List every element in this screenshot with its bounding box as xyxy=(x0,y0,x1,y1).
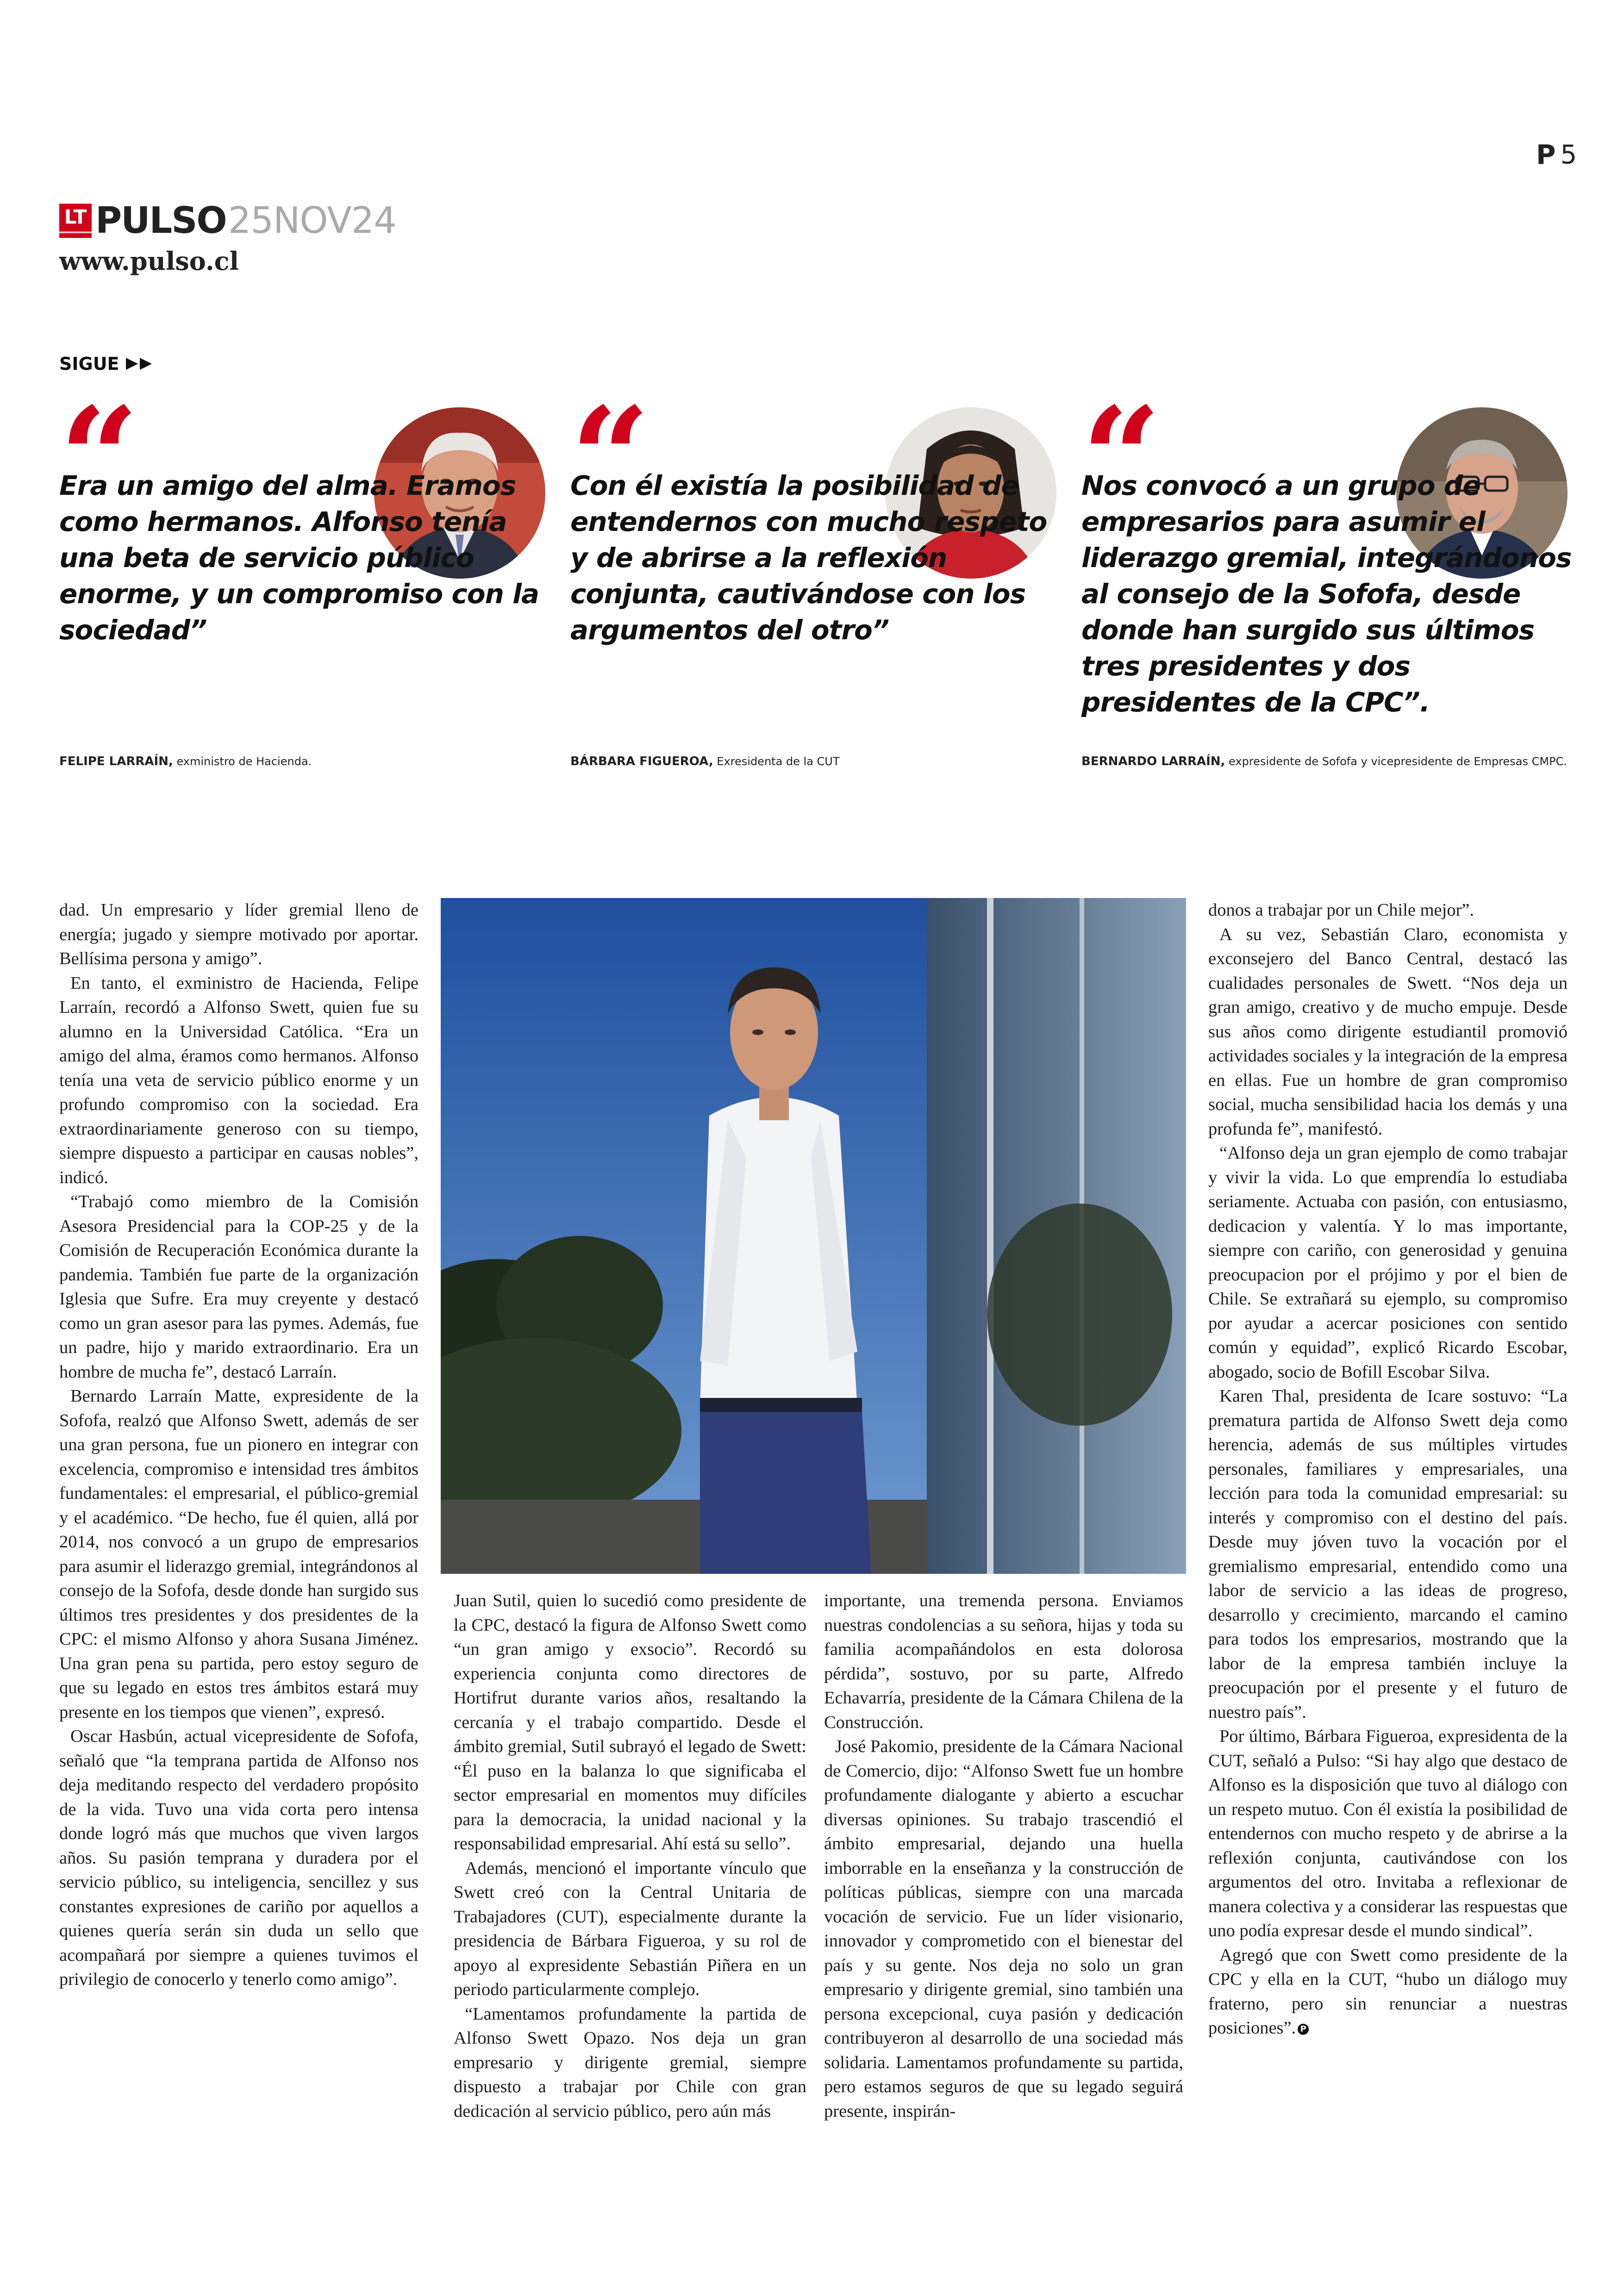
quote-text: Nos convocó a un grupo de empresarios para asumir el liderazgo gremial, integrándonos al consejo de la Sofofa, desde donde han surgido sus últimos tres presidentes y dos presidentes de la CPC”. xyxy=(1081,470,1572,718)
paragraph: Juan Sutil, quien lo sucedió como presidente de la CPC, destacó la figura de Alfonso Swett como “un gran amigo y exsocio”. Recordó su experiencia conjunta como directores de Hortifrut durante varios años, resaltando la cercanía y el trabajo compartido. Desde el ámbito gremial, Sutil subrayó el legado de Swett: “Él puso en la balanza lo que significaba el sector empresarial en momentos muy difíciles para la democracia, la unidad nacional y la responsabilidad empresarial. Ahí está su sello”. xyxy=(454,1591,806,1853)
paragraph: Bernardo Larraín Matte, expresidente de la Sofofa, realzó que Alfonso Swett, además de ser una gran persona, fue un pionero en integrar con excelencia, compromiso e intensidad tres ámbitos fundamentales: el empresarial, el público-gremial y el académico. “De hecho, fue él quien, allá por 2014, nos convocó a un grupo de empresarios para asumir el liderazgo gremial, integrándonos al consejo de la Sofofa, desde donde han surgido sus últimos tres presidentes y dos presidentes de la CPC: el mismo Alfonso y ahora Susana Jiménez. Una gran pena su partida, pero estoy seguro de que su legado en estos tres ámbitos estará muy presente en los tiempos que vienen”, expresó. xyxy=(59,1386,418,1722)
quote-role: expresidente de Sofofa y vicepresidente de Empresas CMPC. xyxy=(1229,755,1567,768)
quote-mark-icon: “ xyxy=(1081,376,1162,540)
quote-mark-icon: “ xyxy=(570,376,650,540)
article-column-4 xyxy=(1208,898,1568,2040)
pull-quote-2 xyxy=(570,376,1070,787)
paragraph: Por último, Bárbara Figueroa, expresidenta de la CUT, señaló a Pulso: “Si hay algo que destaco de Alfonso es la disposición que tuvo al diálogo con un respeto mutuo. Con él existía la posibilidad de entendernos con mucho respeto y de abrirse a la reflexión conjunta, cautivándose con los argumentos del otro. Invitaba a reflexionar de manera colectiva y a considerar las respuestas que uno podía expresar desde el mundo sindical”. xyxy=(1208,1727,1568,1940)
pull-quote-1 xyxy=(59,376,559,787)
double-play-arrow-icon xyxy=(125,356,155,371)
paragraph: “Lamentamos profundamente la partida de Alfonso Swett Opazo. Nos deja un gran empresario y dirigente gremial, siempre dispuesto a trabajar por Chile con gran dedicación al servicio público, pero aún más xyxy=(454,2004,806,2121)
quote-author: BÁRBARA FIGUEROA, xyxy=(570,755,713,768)
quote-text: Con él existía la posibilidad de entendernos con mucho respeto y de abrirse a la reflexión conjunta, cautivándose con los argumentos del otro” xyxy=(570,470,1047,646)
masthead xyxy=(59,200,396,242)
pull-quote-3 xyxy=(1081,376,1581,787)
quote-author: BERNARDO LARRAÍN, xyxy=(1081,755,1225,768)
quote-mark-icon: “ xyxy=(59,376,139,540)
paragraph: dad. Un empresario y líder gremial lleno de energía; jugado y siempre motivado por aportar. Bellísima persona y amigo”. xyxy=(59,900,418,968)
paragraph: José Pakomio, presidente de la Cámara Nacional de Comercio, dijo: “Alfonso Swett fue un hombre profundamente dialogante y abierto a escuchar diversas opiniones. Su trabajo trascendió el ámbito empresarial, dejando una huella imborrable en la enseñanza y la construcción de políticas públicas, siempre con una marcada vocación de servicio. Fue un líder visionario, innovador y comprometido con el bienestar del país y su gente. Nos deja no solo un gran empresario y dirigente gremial, sino también una persona excepcional, cuya pasión y dedicación contribuyeron al desarrollo de una sociedad más solidaria. Lamentamos profundamente su partida, pero estamos seguros de que su legado seguirá presente, inspirán- xyxy=(824,1737,1183,2121)
paragraph-final xyxy=(1208,1943,1568,2040)
paragraph: importante, una tremenda persona. Enviamos nuestras condolencias a su señora, hijas y toda su familia acompañándolos en esta dolorosa pérdida”, sostuvo, por su parte, Alfredo Echavarría, presidente de la Cámara Chilena de la Construcción. xyxy=(824,1591,1183,1732)
article-column-3 xyxy=(824,1589,1183,2123)
quote-role: Exresidenta de la CUT xyxy=(717,755,840,768)
quote-attribution xyxy=(570,755,1098,768)
end-mark-icon: P xyxy=(1298,2024,1309,2035)
quote-role: exministro de Hacienda. xyxy=(176,755,312,768)
website-url: www.pulso.cl xyxy=(59,246,239,276)
article-column-1 xyxy=(59,898,418,1992)
main-photo xyxy=(441,898,1186,1574)
page-number-value: 5 xyxy=(1560,139,1577,170)
quote-attribution xyxy=(59,755,587,768)
paragraph: En tanto, el exministro de Hacienda, Felipe Larraín, recordó a Alfonso Swett, quien fue su alumno en la Universidad Católica. “Era un amigo del alma, éramos como hermanos. Alfonso tenía una veta de servicio público enorme y un profundo compromiso con la sociedad. Era extraordinariamente generoso con su tiempo, siempre dispuesto a participar en causas nobles”, indicó. xyxy=(59,973,418,1187)
paragraph: “Trabajó como miembro de la Comisión Asesora Presidencial para la COP-25 y de la Comisión de Recuperación Económica durante la pandemia. También fue parte de la organización Iglesia que Sufre. Era muy creyente y destacó como un gran asesor para las pymes. Además, fue un padre, hijo y marido extraordinario. Era un hombre de mucha fe”, destacó Larraín. xyxy=(59,1192,418,1382)
paragraph: Karen Thal, presidenta de Icare sostuvo: “La prematura partida de Alfonso Swett deja como herencia, además de sus múltiples virtudes personales, familiares y empresariales, una lección para toda la comunidad empresarial: su interés y compromiso con el destino del país. Desde muy jóven tuvo la vocación por el gremialismo empresarial, entendido como una labor de servicio a las ideas de progreso, desarrollo y crecimiento, marcando el camino para todos los empresarios, mostrando que la labor de la empresa también incluye la preocupación por el presente y el futuro de nuestro país”. xyxy=(1208,1386,1568,1722)
kicker-label: SIGUE xyxy=(59,354,119,374)
paragraph: A su vez, Sebastián Claro, economista y exconsejero del Banco Central, destacó las cualidades personales de Swett. “Nos deja un gran amigo, creativo y de mucho empuje. Desde sus años como dirigente estudiantil promovió actividades sociales y la integración de la empresa en ellas. Fue un hombre de gran compromiso social, mucha sensibilidad hacia los demás y una profunda fe”, manifestó. xyxy=(1208,924,1568,1139)
paragraph: donos a trabajar por un Chile mejor”. xyxy=(1208,900,1474,920)
page-number xyxy=(1536,139,1577,170)
quote-author: FELIPE LARRAÍN, xyxy=(59,755,173,768)
section-kicker xyxy=(59,354,155,374)
article-column-2 xyxy=(454,1589,806,2123)
paragraph: Oscar Hasbún, actual vicepresidente de Sofofa, señaló que “la temprana partida de Alfonso nos deja meditando respecto del verdadero propósito de la vida. Tuvo una vida corta pero intensa donde logró más que muchos que viven largos años. Su pasión temprana y duradera por el servicio público, su inteligencia, sencillez y sus constantes expresiones de cariño por aquellos a quienes quería serán sin duda un sello que acompañará por siempre a quienes tuvimos el privilegio de conocerlo y tenerlo como amigo”. xyxy=(59,1727,418,1989)
quote-attribution xyxy=(1081,755,1609,768)
quote-text: Era un amigo del alma. Eramos como hermanos. Alfonso tenía una beta de servicio público enorme, y un compromiso con la sociedad” xyxy=(59,470,539,646)
paragraph: “Alfonso deja un gran ejemplo de como trabajar y vivir la vida. Lo que emprendía lo estudiaba seriamente. Actuaba con pasión, con entusiasmo, dedicacion y valentía. Y lo mas importante, siempre con cariño, con generosidad y genuina preocupacion por el prójimo y por el bien de Chile. Se extrañará su ejemplo, su compromiso por ayudar a acercar posiciones con sentido común y equidad”, explicó Ricardo Escobar, abogado, socio de Bofill Escobar Silva. xyxy=(1208,1143,1568,1382)
paragraph-final-text: Agregó que con Swett como presidente de la CPC y ella en la CUT, “hubo un diálogo muy fraterno, pero sin renunciar a nuestras posiciones”. xyxy=(1208,1945,1568,2038)
page-letter: P xyxy=(1536,139,1556,170)
lt-logo: LT xyxy=(59,204,92,238)
issue-date: 25NOV24 xyxy=(228,200,396,242)
brand-name: PULSO xyxy=(95,200,226,242)
paragraph: Además, mencionó el importante vínculo que Swett creó con la Central Unitaria de Trabajadores (CUT), especialmente durante la presidencia de Bárbara Figueroa, y su rol de apoyo al expresidente Sebastián Piñera en un periodo particularmente complejo. xyxy=(454,1858,806,1999)
